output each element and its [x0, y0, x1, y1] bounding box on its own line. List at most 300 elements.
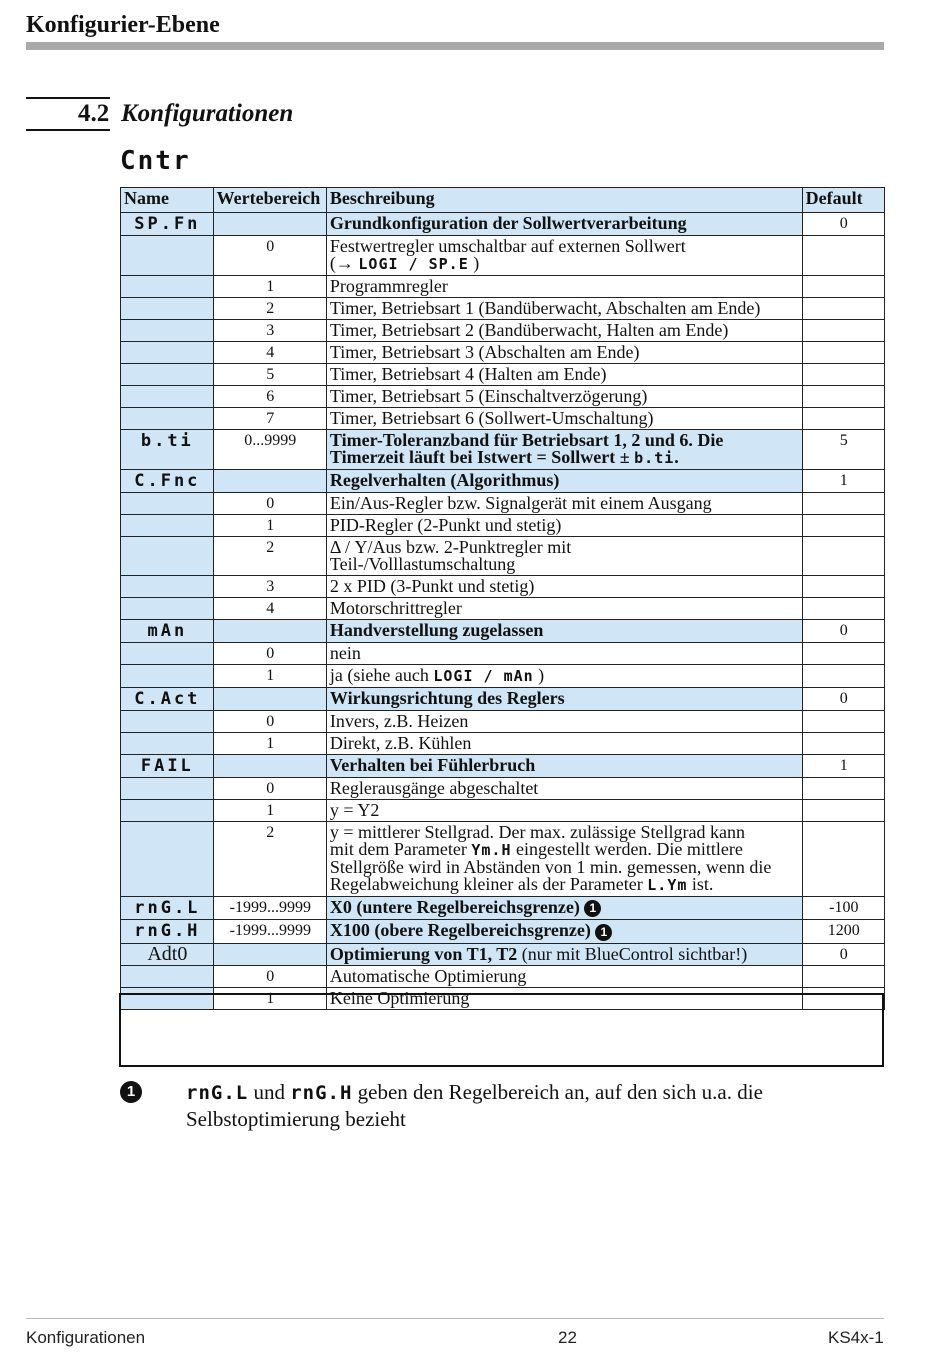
row-range: 0: [266, 238, 275, 255]
row-range: 4: [266, 344, 275, 361]
description-line: [330, 278, 800, 295]
row-default-cell: [802, 688, 884, 711]
row-range-cell: [213, 755, 326, 778]
row-range: 1: [266, 278, 275, 295]
row-range: 0: [266, 967, 275, 985]
row-range-cell: [213, 276, 326, 298]
description-line: [330, 735, 800, 752]
footnote-text1: und: [248, 1080, 291, 1104]
row-range-cell: [213, 213, 326, 236]
table-row: [121, 515, 885, 537]
description-line: [330, 600, 800, 617]
row-name-cell: [121, 236, 214, 276]
row-name-cell: [121, 733, 214, 755]
row-name-cell: [121, 943, 214, 965]
section-title: Konfigurationen: [121, 100, 294, 127]
row-range-cell: [213, 920, 326, 943]
row-name-cell: [121, 364, 214, 386]
description-text: ja (siehe auch: [329, 665, 434, 685]
footer-left: Konfigurationen: [26, 1328, 146, 1347]
row-default-cell: [802, 320, 884, 342]
description-suffix: ): [533, 665, 545, 685]
description-line: [330, 802, 800, 819]
row-name-cell: [121, 920, 214, 943]
column-header-description: Beschreibung: [326, 188, 802, 213]
description-line: [330, 713, 800, 730]
row-range-cell: [213, 470, 326, 493]
column-header-name: Name: [121, 188, 214, 213]
row-description-cell: [326, 386, 802, 408]
description-text: Direkt, z.B. Kühlen: [329, 733, 472, 753]
row-range: 0...9999: [244, 432, 297, 449]
row-range: 1: [266, 667, 275, 684]
row-default-cell: [802, 800, 884, 822]
description-text: Reglerausgänge abgeschaltet: [329, 778, 539, 798]
row-default-cell: [802, 493, 884, 515]
table-row: [121, 236, 885, 276]
row-description-cell: [326, 800, 802, 822]
row-name-cell: [121, 537, 214, 576]
parameter-code: LOGI / SP.E: [358, 255, 469, 273]
row-default-cell: [802, 213, 884, 236]
row-description-cell: [326, 342, 802, 364]
table-row: [121, 408, 885, 430]
table-row: [121, 386, 885, 408]
row-default-cell: [802, 755, 884, 778]
description-text: Regelverhalten (Algorithmus): [329, 470, 560, 490]
row-range-cell: [213, 493, 326, 515]
description-text: Timer, Betriebsart 1 (Bandüberwacht, Abschalten am Ende): [329, 298, 761, 318]
description-text: Timer, Betriebsart 2 (Bandüberwacht, Halten am Ende): [329, 320, 729, 340]
description-text: Festwertregler umschaltbar auf externen Sollwert: [329, 236, 686, 256]
description-line: [330, 556, 800, 573]
description-line: [329, 987, 800, 1008]
description-text: Regelabweichung kleiner als der Parameter: [329, 874, 648, 894]
table-row: [121, 822, 885, 897]
row-description-cell: [326, 537, 802, 576]
row-description-cell: [326, 733, 802, 755]
footer-rule: [26, 1318, 884, 1319]
description-text: ist.: [687, 874, 714, 894]
row-default-cell: [802, 298, 884, 320]
row-default-cell: [802, 364, 884, 386]
row-default-cell: [802, 711, 884, 733]
description-line: [330, 215, 800, 232]
row-range-cell: [213, 643, 326, 665]
row-default-cell: [802, 386, 884, 408]
row-default-cell: [802, 665, 884, 688]
table-row: [121, 620, 885, 643]
row-name-cell: [121, 755, 214, 778]
description-text: Optimierung von T1, T2: [329, 943, 518, 964]
table-row: [121, 778, 885, 800]
row-default-cell: [802, 897, 884, 920]
row-name: rnG.L: [134, 898, 201, 918]
description-text: Timer, Betriebsart 3 (Abschalten am Ende): [329, 342, 640, 362]
description-text: Handverstellung zugelassen: [329, 620, 544, 640]
row-default: 5: [839, 432, 848, 449]
table-header-row: [121, 188, 885, 213]
table-row: [121, 537, 885, 576]
row-default-cell: [802, 576, 884, 598]
row-default-cell: [802, 537, 884, 576]
parameter-code: L.Ym: [647, 876, 688, 894]
description-text: Teil-/Volllastumschaltung: [329, 554, 516, 574]
row-name-cell: [121, 688, 214, 711]
footer-right: KS4x-1: [828, 1328, 884, 1347]
footnote-line2: Selbstoptimierung bezieht: [186, 1107, 406, 1131]
row-range-cell: [213, 342, 326, 364]
description-text: Verhalten bei Fühlerbruch: [329, 755, 536, 775]
row-default-cell: [802, 236, 884, 276]
row-description-cell: [326, 688, 802, 711]
row-range: -1999...9999: [229, 899, 311, 916]
row-name-cell: [121, 515, 214, 537]
table-row: [121, 987, 885, 1009]
table-row: [121, 711, 885, 733]
row-name-cell: [121, 620, 214, 643]
description-text: Timer-Toleranzband für Betriebsart 1, 2 und 6. Die: [329, 430, 724, 450]
row-range: 3: [266, 322, 275, 339]
row-range: 2: [266, 300, 275, 317]
description-text: mit dem Parameter: [329, 839, 472, 859]
row-range-cell: [213, 515, 326, 537]
parameter-code: LOGI / mAn: [433, 667, 534, 685]
description-line: [330, 300, 800, 317]
row-default-cell: [802, 598, 884, 620]
row-name-cell: [121, 822, 214, 897]
description-line: [330, 472, 800, 489]
description-line: [330, 690, 800, 707]
description-line: [330, 238, 800, 255]
description-line: [330, 495, 800, 512]
row-description-cell: [326, 598, 802, 620]
row-range-cell: [213, 711, 326, 733]
description-text: X100 (obere Regelbereichsgrenze): [329, 920, 591, 941]
description-text: X0 (untere Regelbereichsgrenze): [329, 897, 580, 917]
description-text: nein: [329, 643, 361, 663]
row-range-cell: [213, 598, 326, 620]
row-range: 0: [266, 713, 275, 730]
footnote-seg-rngh: rnG.H: [290, 1082, 353, 1104]
parameter-code: Ym.H: [471, 841, 512, 859]
description-line: [330, 449, 800, 467]
row-name-cell: [121, 778, 214, 800]
row-description-cell: [326, 320, 802, 342]
table-row: [121, 965, 885, 987]
description-text: Programmregler: [329, 276, 448, 296]
row-default: -100: [829, 899, 859, 916]
table-body: [121, 213, 885, 1010]
row-description-cell: [326, 470, 802, 493]
row-description-cell: [326, 236, 802, 276]
description-text: Stellgröße wird in Abständen von 1 min. gemessen, wenn die: [329, 857, 772, 877]
row-description-cell: [326, 576, 802, 598]
row-range-cell: [213, 778, 326, 800]
row-description-cell: [326, 408, 802, 430]
description-text: y = Y2: [329, 800, 380, 820]
footer-page-number: 22: [558, 1328, 577, 1347]
row-default: 0: [839, 622, 848, 639]
row-name-cell: [121, 470, 214, 493]
row-range: 5: [266, 366, 275, 383]
row-range-cell: [213, 965, 326, 987]
row-default: 0: [839, 690, 848, 707]
row-range-cell: [213, 236, 326, 276]
row-range: 1: [266, 735, 275, 752]
description-text: Δ / Y/Aus bzw. 2-Punktregler mit: [329, 537, 572, 557]
footnote-seg-rngl: rnG.L: [186, 1082, 249, 1104]
table-row: [121, 576, 885, 598]
description-text: Invers, z.B. Heizen: [329, 711, 469, 731]
row-range: 7: [266, 410, 275, 427]
row-default-cell: [802, 733, 884, 755]
row-description-cell: [326, 987, 802, 1009]
row-range-cell: [213, 298, 326, 320]
row-name: rnG.H: [134, 921, 201, 942]
description-line: [330, 344, 800, 361]
row-name: C.Fnc: [134, 471, 201, 491]
row-description-cell: [326, 276, 802, 298]
row-range: 0: [266, 645, 275, 662]
row-default-cell: [802, 430, 884, 470]
row-default-cell: [802, 342, 884, 364]
description-text: y = mittlerer Stellgrad. Der max. zulässige Stellgrad kann: [329, 822, 745, 842]
config-group-name: Cntr: [120, 146, 191, 176]
row-default: 1: [839, 757, 848, 774]
row-description-cell: [326, 620, 802, 643]
description-text: Keine Optimierung: [329, 987, 470, 1008]
description-text: PID-Regler (2-Punkt und stetig): [329, 515, 562, 535]
row-description-cell: [326, 897, 802, 920]
row-range-cell: [213, 733, 326, 755]
row-name-cell: [121, 213, 214, 236]
row-default-cell: [802, 643, 884, 665]
table-row: [121, 430, 885, 470]
page-header-title: Konfigurier-Ebene: [26, 12, 220, 38]
description-line: [329, 965, 800, 986]
row-default-cell: [802, 965, 884, 987]
row-name: SP.Fn: [134, 214, 201, 234]
column-header-range: Wertebereich: [213, 188, 326, 213]
row-range: 1: [266, 989, 275, 1007]
description-line: [329, 943, 800, 964]
row-name-cell: [121, 430, 214, 470]
row-name-cell: [121, 576, 214, 598]
row-range-cell: [213, 897, 326, 920]
description-line: [330, 667, 800, 685]
description-suffix: (nur mit BlueControl sichtbar!): [517, 943, 748, 964]
footnote-text: [186, 1079, 886, 1132]
row-name: b.ti: [140, 431, 194, 451]
row-range: 6: [266, 388, 275, 405]
table-row: [121, 298, 885, 320]
description-line: [330, 876, 800, 894]
row-range-cell: [213, 987, 326, 1009]
row-default-cell: [802, 620, 884, 643]
description-line: [330, 517, 800, 534]
table-row: [121, 470, 885, 493]
description-line: [330, 780, 800, 797]
row-name: Adt0: [147, 942, 188, 965]
row-range-cell: [213, 800, 326, 822]
row-default-cell: [802, 822, 884, 897]
note-marker: 1: [595, 924, 612, 941]
description-text: Ein/Aus-Regler bzw. Signalgerät mit einem Ausgang: [329, 493, 712, 513]
row-range-cell: [213, 408, 326, 430]
row-range: 1: [266, 802, 275, 819]
row-default: 1: [839, 472, 848, 489]
table-row: [121, 598, 885, 620]
row-name-cell: [121, 598, 214, 620]
table-row: [121, 920, 885, 943]
row-description-cell: [326, 965, 802, 987]
table-row: [121, 733, 885, 755]
description-text: Wirkungsrichtung des Reglers: [329, 688, 565, 708]
description-line: [330, 922, 800, 940]
row-range-cell: [213, 386, 326, 408]
table-row: [121, 755, 885, 778]
description-line: [330, 757, 800, 774]
table-row: [121, 643, 885, 665]
row-name-cell: [121, 897, 214, 920]
row-default-cell: [802, 920, 884, 943]
table-row: [121, 688, 885, 711]
description-text: Grundkonfiguration der Sollwertverarbeitung: [329, 213, 687, 233]
row-name-cell: [121, 408, 214, 430]
description-line: [330, 255, 800, 273]
row-name-cell: [121, 987, 214, 1009]
row-range: 3: [266, 578, 275, 595]
row-range: -1999...9999: [229, 922, 311, 940]
row-description-cell: [326, 943, 802, 965]
row-range: 2: [266, 539, 275, 556]
row-default: 1200: [827, 922, 860, 940]
header-rule: [26, 42, 884, 50]
row-name-cell: [121, 342, 214, 364]
row-description-cell: [326, 515, 802, 537]
row-range-cell: [213, 364, 326, 386]
table-row: [121, 897, 885, 920]
description-line: [330, 578, 800, 595]
description-line: [330, 645, 800, 662]
row-default-cell: [802, 470, 884, 493]
row-description-cell: [326, 298, 802, 320]
description-text: (→: [329, 253, 359, 273]
row-range-cell: [213, 430, 326, 470]
description-line: [330, 322, 800, 339]
description-text: eingestellt werden. Die mittlere: [511, 839, 743, 859]
row-default: 0: [839, 215, 848, 232]
row-name: C.Act: [134, 689, 201, 709]
row-range-cell: [213, 620, 326, 643]
row-description-cell: [326, 778, 802, 800]
row-range: 0: [266, 780, 275, 797]
footnote-mark: 1: [120, 1081, 142, 1103]
row-description-cell: [326, 213, 802, 236]
row-default-cell: [802, 943, 884, 965]
description-line: [330, 366, 800, 383]
section-rule-top: [26, 97, 110, 99]
row-description-cell: [326, 665, 802, 688]
parameter-code: b.ti: [634, 449, 675, 467]
row-name-cell: [121, 965, 214, 987]
row-range-cell: [213, 665, 326, 688]
row-default-cell: [802, 276, 884, 298]
row-range-cell: [213, 688, 326, 711]
row-name-cell: [121, 298, 214, 320]
table-row: [121, 493, 885, 515]
description-text: 2 x PID (3-Punkt und stetig): [329, 576, 535, 596]
table-row: [121, 800, 885, 822]
section-number: 4.2: [78, 100, 110, 127]
row-range-cell: [213, 943, 326, 965]
row-default-cell: [802, 778, 884, 800]
row-name-cell: [121, 386, 214, 408]
column-header-default: Default: [802, 188, 884, 213]
row-name-cell: [121, 276, 214, 298]
description-line: [330, 899, 800, 917]
table-row: [121, 276, 885, 298]
row-name-cell: [121, 800, 214, 822]
table-row: [121, 320, 885, 342]
note-marker: 1: [584, 900, 601, 917]
row-default-cell: [802, 987, 884, 1009]
row-description-cell: [326, 822, 802, 897]
description-line: [330, 410, 800, 427]
row-description-cell: [326, 711, 802, 733]
description-text: Timerzeit läuft bei Istwert = Sollwert ±: [329, 447, 635, 467]
row-name: mAn: [147, 621, 188, 641]
row-name-cell: [121, 493, 214, 515]
row-range-cell: [213, 822, 326, 897]
row-default-cell: [802, 515, 884, 537]
table-row: [121, 213, 885, 236]
row-description-cell: [326, 755, 802, 778]
footnote-text2: geben den Regelbereich an, auf den sich u.a. die: [352, 1080, 763, 1104]
description-suffix: ): [468, 253, 480, 273]
configuration-table: [120, 187, 885, 1010]
row-description-cell: [326, 493, 802, 515]
description-suffix: .: [674, 447, 679, 467]
row-name: FAIL: [140, 756, 194, 776]
row-name-cell: [121, 643, 214, 665]
row-range-cell: [213, 576, 326, 598]
row-description-cell: [326, 920, 802, 943]
description-text: Timer, Betriebsart 6 (Sollwert-Umschaltung): [329, 408, 654, 428]
description-text: Timer, Betriebsart 5 (Einschaltverzögerung): [329, 386, 648, 406]
table-row: [121, 342, 885, 364]
row-range-cell: [213, 537, 326, 576]
section-rule-bottom: [26, 129, 110, 131]
description-text: Automatische Optimierung: [329, 965, 527, 986]
row-description-cell: [326, 364, 802, 386]
table-row: [121, 665, 885, 688]
row-description-cell: [326, 430, 802, 470]
table-row: [121, 364, 885, 386]
row-range-cell: [213, 320, 326, 342]
description-line: [330, 622, 800, 639]
description-text: Motorschrittregler: [329, 598, 462, 618]
row-range: 0: [266, 495, 275, 512]
row-name-cell: [121, 711, 214, 733]
table-row: [121, 943, 885, 965]
row-default: 0: [839, 945, 848, 963]
row-name-cell: [121, 320, 214, 342]
description-line: [330, 388, 800, 405]
row-description-cell: [326, 643, 802, 665]
row-name-cell: [121, 665, 214, 688]
